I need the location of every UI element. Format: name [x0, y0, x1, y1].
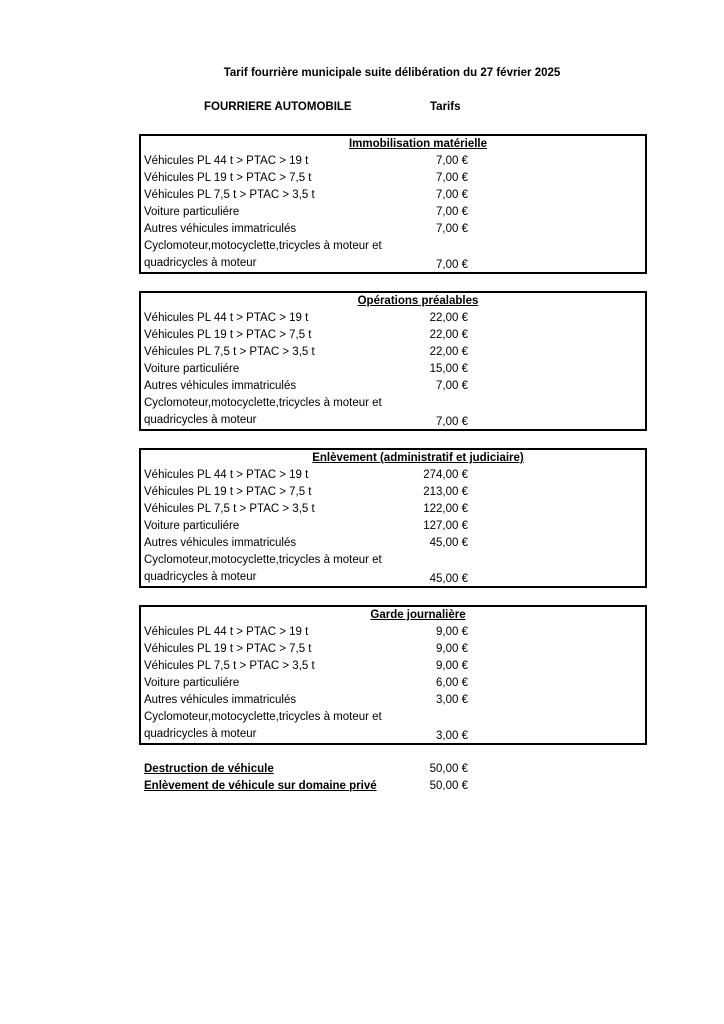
row-value: 7,00 € — [436, 206, 468, 218]
table-row — [141, 641, 645, 658]
row-label: Véhicules PL 44 t > PTAC > 19 t — [144, 469, 309, 481]
header-tarifs: Tarifs — [430, 101, 461, 113]
table-row — [141, 378, 645, 395]
page-title: Tarif fourrière municipale suite délibération du 27 février 2025 — [223, 67, 561, 79]
row-value: 9,00 € — [436, 626, 468, 638]
row-label: Autres véhicules immatriculés — [144, 223, 297, 235]
section-title: Opérations préalables — [357, 295, 479, 307]
row-label: Cyclomoteur,motocyclette,tricycles à moteur et quadricycles à moteur — [144, 554, 382, 583]
table-row — [141, 153, 645, 170]
row-label: Véhicules PL 19 t > PTAC > 7,5 t — [144, 172, 312, 184]
row-label: Véhicules PL 19 t > PTAC > 7,5 t — [144, 643, 312, 655]
table-row — [141, 552, 645, 586]
row-label: Véhicules PL 7,5 t > PTAC > 3,5 t — [144, 189, 315, 201]
table-row — [141, 204, 645, 221]
row-label: Voiture particuliére — [144, 206, 240, 218]
row-value: 7,00 € — [436, 380, 468, 392]
row-label: Autres véhicules immatriculés — [144, 694, 297, 706]
table-row — [141, 221, 645, 238]
row-label: Véhicules PL 7,5 t > PTAC > 3,5 t — [144, 346, 315, 358]
row-value: 22,00 € — [429, 346, 468, 358]
table-row — [141, 484, 645, 501]
row-value: 7,00 € — [436, 259, 468, 271]
table-row — [141, 675, 645, 692]
table-row — [141, 361, 645, 378]
table-row — [141, 709, 645, 743]
table-row — [141, 624, 645, 641]
row-value: 45,00 € — [429, 537, 468, 549]
row-label: Autres véhicules immatriculés — [144, 380, 297, 392]
extra-destruction-value: 50,00 € — [429, 763, 468, 775]
row-label: Véhicules PL 19 t > PTAC > 7,5 t — [144, 329, 312, 341]
row-value: 15,00 € — [429, 363, 468, 375]
row-label: Véhicules PL 44 t > PTAC > 19 t — [144, 155, 309, 167]
row-value: 6,00 € — [436, 677, 468, 689]
table-row — [141, 187, 645, 204]
table-row — [141, 692, 645, 709]
row-value: 9,00 € — [436, 643, 468, 655]
table-row — [141, 501, 645, 518]
section-title: Enlèvement (administratif et judiciaire) — [312, 452, 524, 464]
section-operations — [139, 291, 647, 431]
row-value: 7,00 € — [436, 416, 468, 428]
section-title: Immobilisation matérielle — [348, 138, 488, 150]
extra-enlevement-prive-label: Enlèvement de véhicule sur domaine privé — [144, 780, 377, 792]
row-label: Véhicules PL 19 t > PTAC > 7,5 t — [144, 486, 312, 498]
header-fourriere: FOURRIERE AUTOMOBILE — [204, 101, 352, 113]
row-value: 22,00 € — [429, 329, 468, 341]
row-value: 7,00 € — [436, 189, 468, 201]
section-immobilisation — [139, 134, 647, 274]
row-value: 122,00 € — [423, 503, 468, 515]
table-row — [141, 467, 645, 484]
table-row — [141, 170, 645, 187]
table-row — [141, 238, 645, 272]
table-row — [141, 344, 645, 361]
row-value: 7,00 € — [436, 155, 468, 167]
row-label: Cyclomoteur,motocyclette,tricycles à moteur et quadricycles à moteur — [144, 240, 382, 269]
row-value: 22,00 € — [429, 312, 468, 324]
row-value: 127,00 € — [423, 520, 468, 532]
row-value: 3,00 € — [436, 694, 468, 706]
extra-destruction-label: Destruction de véhicule — [144, 763, 274, 775]
row-value: 213,00 € — [423, 486, 468, 498]
table-row — [141, 327, 645, 344]
row-value: 45,00 € — [429, 573, 468, 585]
row-label: Cyclomoteur,motocyclette,tricycles à moteur et quadricycles à moteur — [144, 711, 382, 740]
row-label: Véhicules PL 7,5 t > PTAC > 3,5 t — [144, 503, 315, 515]
table-row — [141, 658, 645, 675]
extra-enlevement-prive-value: 50,00 € — [429, 780, 468, 792]
section-garde — [139, 605, 647, 745]
row-value: 7,00 € — [436, 223, 468, 235]
row-label: Véhicules PL 44 t > PTAC > 19 t — [144, 626, 309, 638]
row-label: Voiture particuliére — [144, 520, 240, 532]
row-label: Véhicules PL 44 t > PTAC > 19 t — [144, 312, 309, 324]
row-value: 7,00 € — [436, 172, 468, 184]
section-title: Garde journalière — [370, 609, 466, 621]
row-label: Voiture particuliére — [144, 677, 240, 689]
table-row — [141, 395, 645, 429]
row-label: Véhicules PL 7,5 t > PTAC > 3,5 t — [144, 660, 315, 672]
row-label: Cyclomoteur,motocyclette,tricycles à moteur et quadricycles à moteur — [144, 397, 382, 426]
row-value: 3,00 € — [436, 730, 468, 742]
row-value: 9,00 € — [436, 660, 468, 672]
row-value: 274,00 € — [423, 469, 468, 481]
row-label: Autres véhicules immatriculés — [144, 537, 297, 549]
section-enlevement — [139, 448, 647, 588]
table-row — [141, 310, 645, 327]
table-row — [141, 535, 645, 552]
row-label: Voiture particuliére — [144, 363, 240, 375]
table-row — [141, 518, 645, 535]
